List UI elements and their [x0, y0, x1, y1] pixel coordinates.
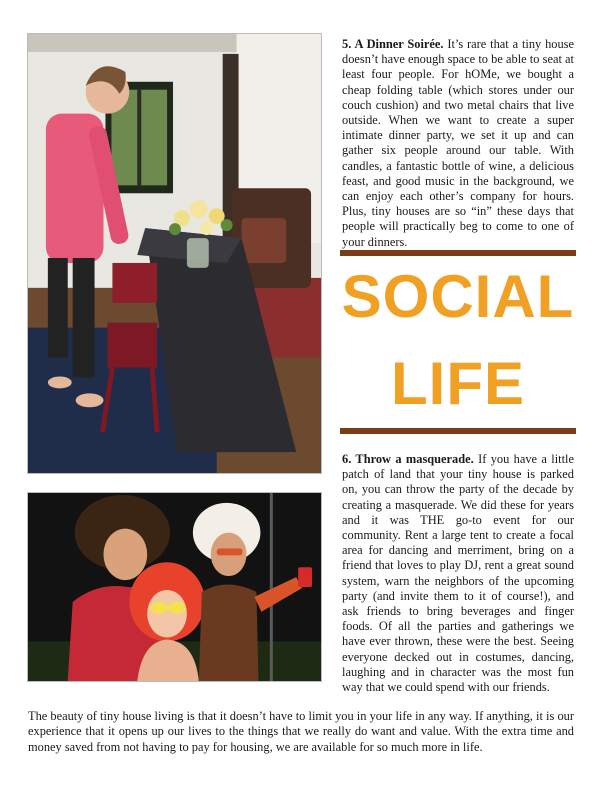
masquerade-body: If you have a little patch of land that your tiny house is parked on, you can throw the party of the decade by creating a masquerade. We did these for years and it was THE go-to event for our community. Rent a large tent to create a focal area for dancing and merriment, bring on a friend that loves to play DJ, rent a great sound system, warn the neighbors of the upcoming party (and invite them to it of course!), and ask friends to bring beverages and finger foods. Of all the parties and gatherings we have ever thrown, these were the best. Seeing everyone decked out in costumes, dancing, laughing and in character was the most fun way that we could spend with our friends.	[342, 452, 574, 695]
dinner-photo-illustration	[28, 34, 321, 473]
dinner-photo	[27, 33, 322, 474]
section-title-social: SOCIAL	[341, 263, 575, 330]
section-title-life: LIFE	[391, 350, 525, 417]
masquerade-heading: 6. Throw a masquerade.	[342, 452, 474, 466]
section-rule-top	[340, 250, 576, 256]
masquerade-photo-illustration	[28, 493, 321, 681]
closing-paragraph: The beauty of tiny house living is that it doesn’t have to limit you in your life in any way. If anything, it is our experience that it opens up our lives to the things that we really do want and value. With the extra time and money saved from not having to pay for housing, we are available for so much more in life.	[28, 709, 574, 754]
dinner-heading: 5. A Dinner Soirée.	[342, 37, 444, 51]
dinner-body: It’s rare that a tiny house doesn’t have enough space to be able to seat at least four people. For hOMe, we bought a cheap folding table (which stores under our couch cushion) and two metal chairs that live outside. When we want to create a super intimate dinner party, we set it up and can gather six people around our table. With candles, a fantastic bottle of wine, a delicious feast, and good music in the background, we can enjoy each other’s company for hours. Plus, tiny houses are so “in” these days that people will practically beg to come to one of your dinners.	[342, 37, 574, 249]
section-rule-bottom	[340, 428, 576, 434]
masquerade-photo	[27, 492, 322, 682]
dinner-paragraph	[342, 37, 574, 250]
masquerade-paragraph	[342, 452, 574, 695]
